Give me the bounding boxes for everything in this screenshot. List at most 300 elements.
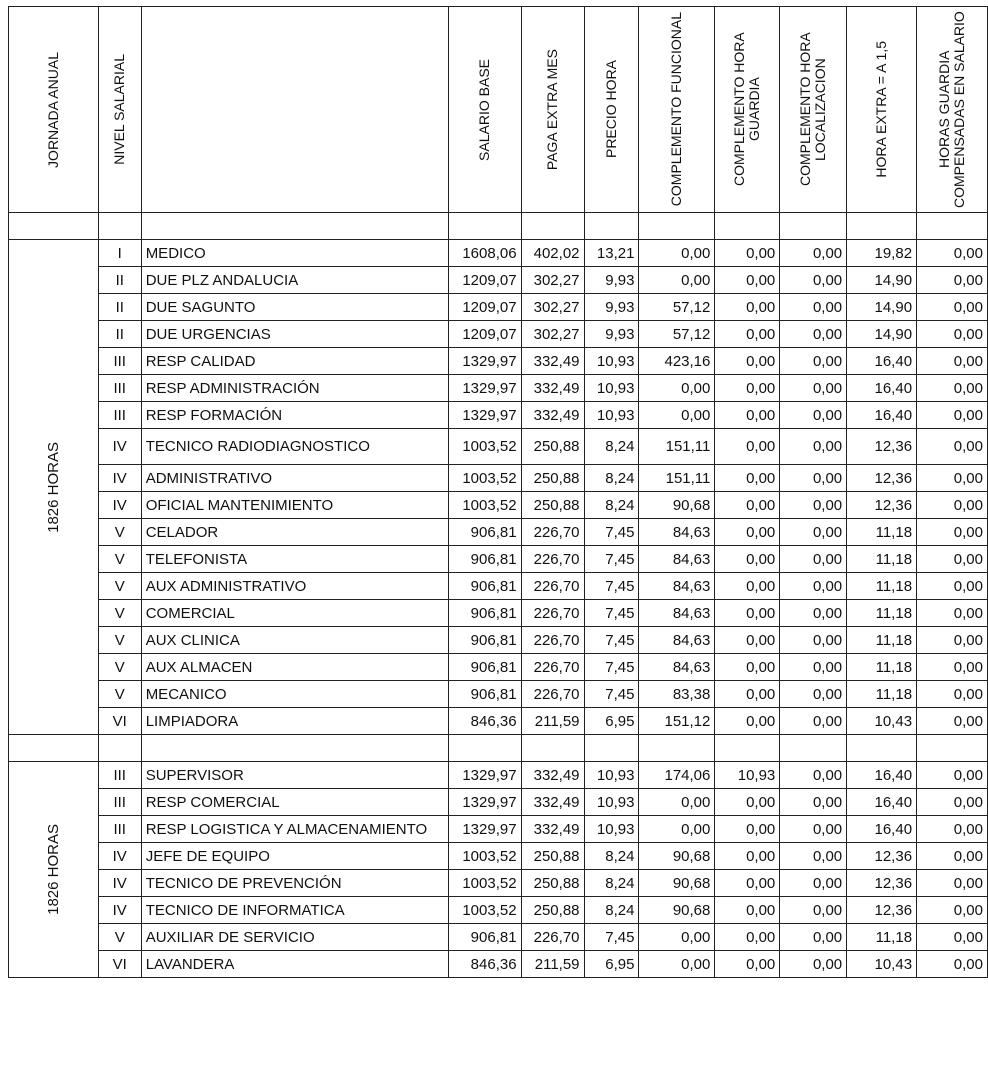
paga-extra-cell: 332,49 <box>521 816 584 843</box>
horas-guardia-comp-cell: 0,00 <box>917 402 988 429</box>
header-row <box>9 7 988 213</box>
categoria-cell: AUX CLINICA <box>141 627 448 654</box>
spacer-cell <box>780 213 847 240</box>
comp-guardia-cell: 0,00 <box>715 402 780 429</box>
paga-extra-cell: 211,59 <box>521 951 584 978</box>
comp-guardia-cell: 0,00 <box>715 546 780 573</box>
comp-localizacion-cell: 0,00 <box>780 492 847 519</box>
comp-localizacion-cell: 0,00 <box>780 681 847 708</box>
comp-funcional-cell: 84,63 <box>639 654 715 681</box>
paga-extra-cell: 226,70 <box>521 654 584 681</box>
precio-hora-cell: 10,93 <box>584 402 639 429</box>
precio-hora-cell: 9,93 <box>584 294 639 321</box>
hora-extra-cell: 16,40 <box>847 816 917 843</box>
table-row <box>9 951 988 978</box>
spacer-cell <box>715 735 780 762</box>
comp-guardia-cell: 0,00 <box>715 600 780 627</box>
jornada-cell <box>9 240 99 735</box>
precio-hora-cell: 8,24 <box>584 843 639 870</box>
hora-extra-cell: 11,18 <box>847 600 917 627</box>
horas-guardia-comp-cell: 0,00 <box>917 465 988 492</box>
spacer-cell <box>141 735 448 762</box>
nivel-cell: III <box>98 375 141 402</box>
spacer-cell <box>98 735 141 762</box>
precio-hora-cell: 7,45 <box>584 924 639 951</box>
header-horas-guardia-compensadas: HORAS GUARDIA COMPENSADAS EN SALARIO <box>917 7 988 213</box>
horas-guardia-comp-cell: 0,00 <box>917 627 988 654</box>
salario-base-cell: 906,81 <box>448 600 521 627</box>
precio-hora-cell: 13,21 <box>584 240 639 267</box>
comp-funcional-cell: 151,11 <box>639 465 715 492</box>
paga-extra-cell: 332,49 <box>521 762 584 789</box>
categoria-cell: JEFE DE EQUIPO <box>141 843 448 870</box>
paga-extra-cell: 226,70 <box>521 627 584 654</box>
hora-extra-cell: 10,43 <box>847 708 917 735</box>
jornada-label: 1826 HORAS <box>44 824 62 915</box>
spacer-cell <box>9 213 99 240</box>
paga-extra-cell: 226,70 <box>521 519 584 546</box>
comp-funcional-cell: 84,63 <box>639 519 715 546</box>
comp-funcional-cell: 151,12 <box>639 708 715 735</box>
table-row <box>9 789 988 816</box>
comp-localizacion-cell: 0,00 <box>780 321 847 348</box>
comp-guardia-cell: 0,00 <box>715 816 780 843</box>
precio-hora-cell: 10,93 <box>584 348 639 375</box>
horas-guardia-comp-cell: 0,00 <box>917 708 988 735</box>
salario-base-cell: 846,36 <box>448 708 521 735</box>
categoria-cell: AUX ADMINISTRATIVO <box>141 573 448 600</box>
salario-base-cell: 906,81 <box>448 519 521 546</box>
comp-funcional-cell: 90,68 <box>639 492 715 519</box>
paga-extra-cell: 332,49 <box>521 402 584 429</box>
comp-guardia-cell: 0,00 <box>715 951 780 978</box>
horas-guardia-comp-cell: 0,00 <box>917 546 988 573</box>
categoria-cell: LIMPIADORA <box>141 708 448 735</box>
table-row <box>9 240 988 267</box>
comp-funcional-cell: 0,00 <box>639 375 715 402</box>
precio-hora-cell: 7,45 <box>584 654 639 681</box>
horas-guardia-comp-cell: 0,00 <box>917 762 988 789</box>
precio-hora-cell: 8,24 <box>584 492 639 519</box>
horas-guardia-comp-cell: 0,00 <box>917 843 988 870</box>
comp-localizacion-cell: 0,00 <box>780 816 847 843</box>
header-complemento-hora-localizacion: COMPLEMENTO HORA LOCALIZACION <box>780 7 847 213</box>
nivel-cell: V <box>98 519 141 546</box>
categoria-cell: RESP LOGISTICA Y ALMACENAMIENTO <box>141 816 448 843</box>
horas-guardia-comp-cell: 0,00 <box>917 897 988 924</box>
nivel-cell: V <box>98 546 141 573</box>
comp-funcional-cell: 57,12 <box>639 294 715 321</box>
salario-base-cell: 1209,07 <box>448 294 521 321</box>
table-row <box>9 600 988 627</box>
horas-guardia-comp-cell: 0,00 <box>917 240 988 267</box>
nivel-cell: V <box>98 600 141 627</box>
hora-extra-cell: 19,82 <box>847 240 917 267</box>
table-row <box>9 294 988 321</box>
comp-localizacion-cell: 0,00 <box>780 708 847 735</box>
salario-base-cell: 906,81 <box>448 573 521 600</box>
table-row <box>9 762 988 789</box>
salario-base-cell: 1329,97 <box>448 348 521 375</box>
salario-base-cell: 1003,52 <box>448 492 521 519</box>
salario-base-cell: 1003,52 <box>448 429 521 465</box>
comp-localizacion-cell: 0,00 <box>780 654 847 681</box>
salario-base-cell: 1003,52 <box>448 870 521 897</box>
categoria-cell: AUXILIAR DE SERVICIO <box>141 924 448 951</box>
paga-extra-cell: 226,70 <box>521 546 584 573</box>
salario-base-cell: 1209,07 <box>448 321 521 348</box>
comp-localizacion-cell: 0,00 <box>780 870 847 897</box>
table-row <box>9 492 988 519</box>
paga-extra-cell: 302,27 <box>521 267 584 294</box>
comp-guardia-cell: 10,93 <box>715 762 780 789</box>
hora-extra-cell: 11,18 <box>847 627 917 654</box>
horas-guardia-comp-cell: 0,00 <box>917 654 988 681</box>
comp-funcional-cell: 84,63 <box>639 573 715 600</box>
comp-funcional-cell: 0,00 <box>639 402 715 429</box>
header-complemento-funcional: COMPLEMENTO FUNCIONAL <box>639 7 715 213</box>
precio-hora-cell: 7,45 <box>584 600 639 627</box>
precio-hora-cell: 7,45 <box>584 627 639 654</box>
horas-guardia-comp-cell: 0,00 <box>917 519 988 546</box>
comp-localizacion-cell: 0,00 <box>780 402 847 429</box>
hora-extra-cell: 11,18 <box>847 573 917 600</box>
spacer-cell <box>448 213 521 240</box>
comp-guardia-cell: 0,00 <box>715 870 780 897</box>
precio-hora-cell: 9,93 <box>584 267 639 294</box>
table-row <box>9 375 988 402</box>
salario-base-cell: 1003,52 <box>448 465 521 492</box>
nivel-cell: III <box>98 348 141 375</box>
comp-funcional-cell: 84,63 <box>639 600 715 627</box>
hora-extra-cell: 16,40 <box>847 348 917 375</box>
salario-base-cell: 1209,07 <box>448 267 521 294</box>
horas-guardia-comp-cell: 0,00 <box>917 816 988 843</box>
table-row <box>9 465 988 492</box>
hora-extra-cell: 11,18 <box>847 924 917 951</box>
comp-localizacion-cell: 0,00 <box>780 897 847 924</box>
precio-hora-cell: 8,24 <box>584 897 639 924</box>
nivel-cell: III <box>98 402 141 429</box>
comp-funcional-cell: 90,68 <box>639 870 715 897</box>
spacer-cell <box>917 735 988 762</box>
nivel-cell: IV <box>98 429 141 465</box>
horas-guardia-comp-cell: 0,00 <box>917 492 988 519</box>
categoria-cell: MEDICO <box>141 240 448 267</box>
comp-guardia-cell: 0,00 <box>715 375 780 402</box>
comp-localizacion-cell: 0,00 <box>780 429 847 465</box>
comp-localizacion-cell: 0,00 <box>780 375 847 402</box>
categoria-cell: RESP CALIDAD <box>141 348 448 375</box>
nivel-cell: III <box>98 789 141 816</box>
categoria-cell: MECANICO <box>141 681 448 708</box>
comp-funcional-cell: 0,00 <box>639 924 715 951</box>
paga-extra-cell: 250,88 <box>521 897 584 924</box>
precio-hora-cell: 9,93 <box>584 321 639 348</box>
hora-extra-cell: 14,90 <box>847 321 917 348</box>
paga-extra-cell: 250,88 <box>521 465 584 492</box>
salario-base-cell: 1003,52 <box>448 897 521 924</box>
comp-guardia-cell: 0,00 <box>715 519 780 546</box>
comp-localizacion-cell: 0,00 <box>780 519 847 546</box>
table-row <box>9 519 988 546</box>
comp-funcional-cell: 84,63 <box>639 546 715 573</box>
comp-guardia-cell: 0,00 <box>715 708 780 735</box>
hora-extra-cell: 16,40 <box>847 789 917 816</box>
paga-extra-cell: 226,70 <box>521 924 584 951</box>
nivel-cell: V <box>98 681 141 708</box>
precio-hora-cell: 6,95 <box>584 951 639 978</box>
categoria-cell: DUE URGENCIAS <box>141 321 448 348</box>
precio-hora-cell: 6,95 <box>584 708 639 735</box>
table-row <box>9 573 988 600</box>
salario-base-cell: 1329,97 <box>448 789 521 816</box>
table-row <box>9 816 988 843</box>
paga-extra-cell: 302,27 <box>521 294 584 321</box>
table-row <box>9 681 988 708</box>
spacer-cell <box>584 213 639 240</box>
comp-funcional-cell: 83,38 <box>639 681 715 708</box>
precio-hora-cell: 7,45 <box>584 546 639 573</box>
salary-table <box>8 6 988 978</box>
salario-base-cell: 906,81 <box>448 627 521 654</box>
comp-guardia-cell: 0,00 <box>715 843 780 870</box>
nivel-cell: II <box>98 321 141 348</box>
nivel-cell: III <box>98 816 141 843</box>
horas-guardia-comp-cell: 0,00 <box>917 600 988 627</box>
paga-extra-cell: 226,70 <box>521 600 584 627</box>
table-row <box>9 546 988 573</box>
nivel-cell: I <box>98 240 141 267</box>
header-precio-hora: PRECIO HORA <box>584 7 639 213</box>
spacer-cell <box>715 213 780 240</box>
spacer-cell <box>780 735 847 762</box>
salario-base-cell: 846,36 <box>448 951 521 978</box>
precio-hora-cell: 8,24 <box>584 465 639 492</box>
nivel-cell: III <box>98 762 141 789</box>
nivel-cell: IV <box>98 843 141 870</box>
precio-hora-cell: 10,93 <box>584 762 639 789</box>
table-row <box>9 654 988 681</box>
precio-hora-cell: 8,24 <box>584 870 639 897</box>
horas-guardia-comp-cell: 0,00 <box>917 267 988 294</box>
comp-funcional-cell: 151,11 <box>639 429 715 465</box>
table-row <box>9 708 988 735</box>
hora-extra-cell: 12,36 <box>847 492 917 519</box>
paga-extra-cell: 332,49 <box>521 375 584 402</box>
comp-localizacion-cell: 0,00 <box>780 843 847 870</box>
salario-base-cell: 1608,06 <box>448 240 521 267</box>
comp-guardia-cell: 0,00 <box>715 321 780 348</box>
hora-extra-cell: 16,40 <box>847 375 917 402</box>
header-salario-base: SALARIO BASE <box>448 7 521 213</box>
categoria-cell: RESP COMERCIAL <box>141 789 448 816</box>
categoria-cell: OFICIAL MANTENIMIENTO <box>141 492 448 519</box>
salario-base-cell: 906,81 <box>448 924 521 951</box>
salario-base-cell: 1329,97 <box>448 402 521 429</box>
comp-guardia-cell: 0,00 <box>715 348 780 375</box>
categoria-cell: TECNICO RADIODIAGNOSTICO <box>141 429 448 465</box>
comp-localizacion-cell: 0,00 <box>780 924 847 951</box>
hora-extra-cell: 14,90 <box>847 294 917 321</box>
comp-funcional-cell: 90,68 <box>639 843 715 870</box>
paga-extra-cell: 332,49 <box>521 348 584 375</box>
comp-localizacion-cell: 0,00 <box>780 240 847 267</box>
hora-extra-cell: 14,90 <box>847 267 917 294</box>
horas-guardia-comp-cell: 0,00 <box>917 375 988 402</box>
comp-guardia-cell: 0,00 <box>715 681 780 708</box>
table-row <box>9 924 988 951</box>
precio-hora-cell: 7,45 <box>584 681 639 708</box>
categoria-cell: TECNICO DE INFORMATICA <box>141 897 448 924</box>
spacer-cell <box>639 213 715 240</box>
horas-guardia-comp-cell: 0,00 <box>917 681 988 708</box>
comp-guardia-cell: 0,00 <box>715 654 780 681</box>
precio-hora-cell: 10,93 <box>584 816 639 843</box>
spacer-cell <box>448 735 521 762</box>
salario-base-cell: 1329,97 <box>448 762 521 789</box>
comp-guardia-cell: 0,00 <box>715 267 780 294</box>
paga-extra-cell: 211,59 <box>521 708 584 735</box>
comp-funcional-cell: 0,00 <box>639 789 715 816</box>
categoria-cell: RESP ADMINISTRACIÓN <box>141 375 448 402</box>
table-row <box>9 321 988 348</box>
horas-guardia-comp-cell: 0,00 <box>917 924 988 951</box>
horas-guardia-comp-cell: 0,00 <box>917 348 988 375</box>
header-complemento-hora-guardia: COMPLEMENTO HORA GUARDIA <box>715 7 780 213</box>
hora-extra-cell: 12,36 <box>847 870 917 897</box>
header-jornada-anual: JORNADA ANUAL <box>9 7 99 213</box>
categoria-cell: DUE PLZ ANDALUCIA <box>141 267 448 294</box>
paga-extra-cell: 250,88 <box>521 429 584 465</box>
comp-funcional-cell: 0,00 <box>639 816 715 843</box>
comp-guardia-cell: 0,00 <box>715 492 780 519</box>
table-row <box>9 267 988 294</box>
hora-extra-cell: 11,18 <box>847 546 917 573</box>
precio-hora-cell: 7,45 <box>584 573 639 600</box>
hora-extra-cell: 12,36 <box>847 843 917 870</box>
nivel-cell: V <box>98 654 141 681</box>
hora-extra-cell: 11,18 <box>847 681 917 708</box>
horas-guardia-comp-cell: 0,00 <box>917 789 988 816</box>
nivel-cell: VI <box>98 951 141 978</box>
nivel-cell: II <box>98 267 141 294</box>
categoria-cell: TECNICO DE PREVENCIÓN <box>141 870 448 897</box>
comp-localizacion-cell: 0,00 <box>780 348 847 375</box>
jornada-label: 1826 HORAS <box>44 441 62 533</box>
spacer-row <box>9 735 988 762</box>
header-hora-extra: HORA EXTRA = A 1,5 <box>847 7 917 213</box>
spacer-cell <box>917 213 988 240</box>
horas-guardia-comp-cell: 0,00 <box>917 321 988 348</box>
horas-guardia-comp-cell: 0,00 <box>917 573 988 600</box>
nivel-cell: V <box>98 573 141 600</box>
spacer-cell <box>98 213 141 240</box>
categoria-cell: TELEFONISTA <box>141 546 448 573</box>
categoria-cell: LAVANDERA <box>141 951 448 978</box>
categoria-cell: CELADOR <box>141 519 448 546</box>
comp-guardia-cell: 0,00 <box>715 240 780 267</box>
spacer-cell <box>584 735 639 762</box>
horas-guardia-comp-cell: 0,00 <box>917 294 988 321</box>
table-row <box>9 870 988 897</box>
precio-hora-cell: 10,93 <box>584 789 639 816</box>
table-row <box>9 402 988 429</box>
categoria-cell: RESP FORMACIÓN <box>141 402 448 429</box>
hora-extra-cell: 11,18 <box>847 654 917 681</box>
comp-funcional-cell: 0,00 <box>639 267 715 294</box>
table-row <box>9 897 988 924</box>
table-row <box>9 429 988 465</box>
nivel-cell: IV <box>98 465 141 492</box>
nivel-cell: V <box>98 924 141 951</box>
spacer-row <box>9 213 988 240</box>
spacer-cell <box>639 735 715 762</box>
comp-funcional-cell: 57,12 <box>639 321 715 348</box>
comp-funcional-cell: 174,06 <box>639 762 715 789</box>
paga-extra-cell: 302,27 <box>521 321 584 348</box>
comp-localizacion-cell: 0,00 <box>780 789 847 816</box>
comp-guardia-cell: 0,00 <box>715 897 780 924</box>
comp-guardia-cell: 0,00 <box>715 924 780 951</box>
categoria-cell: SUPERVISOR <box>141 762 448 789</box>
precio-hora-cell: 8,24 <box>584 429 639 465</box>
comp-guardia-cell: 0,00 <box>715 789 780 816</box>
comp-funcional-cell: 0,00 <box>639 240 715 267</box>
comp-localizacion-cell: 0,00 <box>780 294 847 321</box>
paga-extra-cell: 332,49 <box>521 789 584 816</box>
paga-extra-cell: 226,70 <box>521 573 584 600</box>
paga-extra-cell: 250,88 <box>521 843 584 870</box>
categoria-cell: DUE SAGUNTO <box>141 294 448 321</box>
horas-guardia-comp-cell: 0,00 <box>917 870 988 897</box>
spacer-cell <box>847 213 917 240</box>
salario-base-cell: 1003,52 <box>448 843 521 870</box>
spacer-cell <box>521 735 584 762</box>
comp-guardia-cell: 0,00 <box>715 294 780 321</box>
header-paga-extra-mes: PAGA EXTRA MES <box>521 7 584 213</box>
comp-guardia-cell: 0,00 <box>715 573 780 600</box>
comp-localizacion-cell: 0,00 <box>780 951 847 978</box>
header-categoria <box>141 7 448 213</box>
horas-guardia-comp-cell: 0,00 <box>917 951 988 978</box>
salario-base-cell: 1329,97 <box>448 816 521 843</box>
paga-extra-cell: 402,02 <box>521 240 584 267</box>
comp-guardia-cell: 0,00 <box>715 429 780 465</box>
comp-localizacion-cell: 0,00 <box>780 546 847 573</box>
table-row <box>9 348 988 375</box>
hora-extra-cell: 12,36 <box>847 429 917 465</box>
nivel-cell: V <box>98 627 141 654</box>
hora-extra-cell: 12,36 <box>847 465 917 492</box>
spacer-cell <box>847 735 917 762</box>
comp-localizacion-cell: 0,00 <box>780 465 847 492</box>
paga-extra-cell: 250,88 <box>521 870 584 897</box>
hora-extra-cell: 16,40 <box>847 762 917 789</box>
salario-base-cell: 906,81 <box>448 681 521 708</box>
nivel-cell: IV <box>98 492 141 519</box>
paga-extra-cell: 250,88 <box>521 492 584 519</box>
spacer-cell <box>9 735 99 762</box>
categoria-cell: AUX ALMACEN <box>141 654 448 681</box>
comp-funcional-cell: 90,68 <box>639 897 715 924</box>
comp-localizacion-cell: 0,00 <box>780 573 847 600</box>
salario-base-cell: 906,81 <box>448 654 521 681</box>
hora-extra-cell: 10,43 <box>847 951 917 978</box>
comp-localizacion-cell: 0,00 <box>780 600 847 627</box>
nivel-cell: IV <box>98 870 141 897</box>
nivel-cell: II <box>98 294 141 321</box>
